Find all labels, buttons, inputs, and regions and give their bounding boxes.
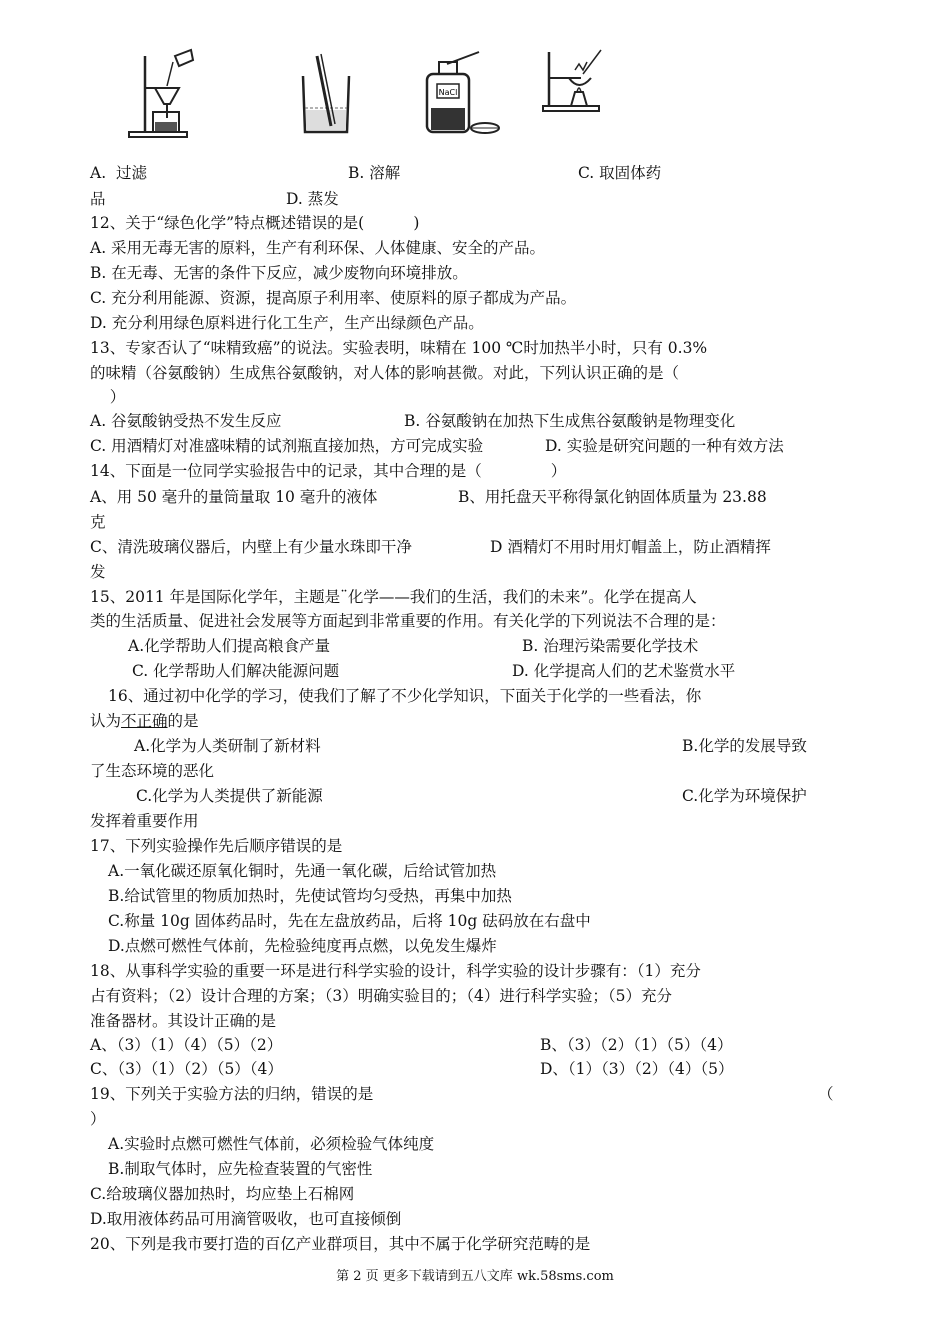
q13-stem-line2: 的味精（谷氨酸钠）生成焦谷氨酸钠，对人体的影响甚微。对此，下列认识正确的是（ bbox=[90, 364, 680, 382]
q16-stem-line2 bbox=[90, 710, 199, 732]
q16-stem-prefix: 认为 bbox=[90, 712, 122, 730]
q13-stem-line3: ） bbox=[90, 388, 126, 406]
solid-reagent-bottle-figure bbox=[417, 48, 507, 140]
q13-option-b: B. 谷氨酸钠在加热下生成焦谷氨酸钠是物理变化 bbox=[404, 412, 736, 430]
q14-option-d-continued: 发 bbox=[90, 563, 106, 581]
q12-option-a: A. 采用无毒无害的原料，生产有利环保、人体健康、安全的产品。 bbox=[90, 239, 546, 257]
q12-option-b: B. 在无毒、无害的条件下反应，减少废物向环境排放。 bbox=[90, 264, 468, 282]
q19-option-b: B.制取气体时，应先检查装置的气密性 bbox=[108, 1160, 373, 1178]
q19-paren-open: （ bbox=[818, 1085, 834, 1103]
reagent-label: NaCl bbox=[438, 88, 458, 97]
q18-option-d: D、（1）（3）（2）（4）（5） bbox=[540, 1060, 734, 1078]
q16-stem-underlined: 不正确 bbox=[121, 712, 168, 730]
q16-stem-line1: 16、通过初中化学的学习，使我们了解了不少化学知识，下面关于化学的一些看法，你 bbox=[108, 687, 702, 705]
q15-option-c: C. 化学帮助人们解决能源问题 bbox=[132, 662, 340, 680]
q18-option-c: C、（3）（1）（2）（5）（4） bbox=[90, 1060, 283, 1078]
q15-stem-line2: 类的生活质量、促进社会发展等方面起到非常重要的作用。有关化学的下列说法不合理的是： bbox=[90, 612, 726, 630]
q19-stem: 19、下列关于实验方法的归纳，错误的是 bbox=[90, 1085, 374, 1103]
q19-option-a: A.实验时点燃可燃性气体前，必须检验气体纯度 bbox=[108, 1135, 435, 1153]
q16-option-d-continued: 发挥着重要作用 bbox=[90, 812, 199, 830]
q14-stem: 14、下面是一位同学实验报告中的记录，其中合理的是（ ） bbox=[90, 462, 567, 480]
q14-option-d: D 酒精灯不用时用灯帽盖上，防止酒精挥 bbox=[490, 538, 771, 556]
q15-stem-line1: 15、2011 年是国际化学年，主题是¨化学——我们的生活，我们的未来”。化学在提高人 bbox=[90, 588, 697, 606]
q19-paren-close: ） bbox=[90, 1110, 106, 1128]
q11-option-d: D. 蒸发 bbox=[286, 190, 339, 208]
apparatus-figures bbox=[125, 48, 645, 144]
q17-option-b: B.给试管里的物质加热时，先使试管均匀受热，再集中加热 bbox=[108, 887, 512, 905]
q18-option-a: A、（3）（1）（4）（5）（2） bbox=[90, 1036, 283, 1054]
q16-stem-suffix: 的是 bbox=[167, 712, 199, 730]
q12-option-c: C. 充分利用能源、资源，提高原子利用率、使原料的原子都成为产品。 bbox=[90, 289, 577, 307]
q15-option-d: D. 化学提高人们的艺术鉴赏水平 bbox=[512, 662, 736, 680]
q16-option-d: C.化学为环境保护 bbox=[682, 787, 807, 805]
q13-option-c: C. 用酒精灯对准盛味精的试剂瓶直接加热，方可完成实验 bbox=[90, 437, 484, 455]
q15-option-b: B. 治理污染需要化学技术 bbox=[522, 637, 699, 655]
evaporation-apparatus-figure bbox=[535, 48, 615, 140]
q17-stem: 17、下列实验操作先后顺序错误的是 bbox=[90, 837, 343, 855]
q11-option-c: C. 取固体药 bbox=[578, 164, 662, 182]
q19-option-d: D.取用液体药品可用滴管吸收，也可直接倾倒 bbox=[90, 1210, 402, 1228]
page-footer: 第 2 页 更多下载请到五八文库 wk.58sms.com bbox=[336, 1269, 614, 1284]
q17-option-c: C.称量 10g 固体药品时，先在左盘放药品，后将 10g 砝码放在右盘中 bbox=[108, 912, 591, 930]
q14-option-c: C、清洗玻璃仪器后，内壁上有少量水珠即干净 bbox=[90, 538, 412, 556]
q16-option-c: C.化学为人类提供了新能源 bbox=[136, 787, 323, 805]
q16-option-a: A.化学为人类研制了新材料 bbox=[134, 737, 321, 755]
q19-option-c: C.给玻璃仪器加热时，均应垫上石棉网 bbox=[90, 1185, 355, 1203]
q11-option-b: B. 溶解 bbox=[348, 164, 401, 182]
q18-option-b: B、（3）（2）（1）（5）（4） bbox=[540, 1036, 733, 1054]
q18-stem-line1: 18、从事科学实验的重要一环是进行科学实验的设计，科学实验的设计步骤有：（1）充分 bbox=[90, 962, 701, 980]
filtration-apparatus-figure bbox=[125, 48, 197, 140]
q13-option-d: D. 实验是研究问题的一种有效方法 bbox=[545, 437, 784, 455]
q15-option-a: A.化学帮助人们提高粮食产量 bbox=[128, 637, 331, 655]
q14-option-b: B、用托盘天平称得氯化钠固体质量为 23.88 bbox=[458, 488, 767, 506]
q17-option-d: D.点燃可燃性气体前，先检验纯度再点燃，以免发生爆炸 bbox=[108, 937, 497, 955]
q11-option-a: A. 过滤 bbox=[90, 164, 147, 182]
q18-stem-line3: 准备器材。其设计正确的是 bbox=[90, 1012, 277, 1030]
q16-option-b: B.化学的发展导致 bbox=[682, 737, 807, 755]
q12-option-d: D. 充分利用绿色原料进行化工生产，生产出绿颜色产品。 bbox=[90, 314, 484, 332]
q14-option-b-continued: 克 bbox=[90, 513, 106, 531]
q20-stem: 20、下列是我市要打造的百亿产业群项目，其中不属于化学研究范畴的是 bbox=[90, 1235, 591, 1253]
q13-stem-line1: 13、专家否认了“味精致癌”的说法。实验表明，味精在 100 ℃时加热半小时，只有 0.3% bbox=[90, 339, 708, 357]
q11-option-c-continued: 品 bbox=[90, 190, 106, 208]
q16-option-b-continued: 了生态环境的恶化 bbox=[90, 762, 215, 780]
q12-stem: 12、关于“绿色化学”特点概述错误的是( ) bbox=[90, 214, 420, 232]
q13-option-a: A. 谷氨酸钠受热不发生反应 bbox=[90, 412, 282, 430]
q17-option-a: A.一氧化碳还原氧化铜时，先通一氧化碳，后给试管加热 bbox=[108, 862, 497, 880]
q18-stem-line2: 占有资料；（2）设计合理的方案；（3）明确实验目的；（4）进行科学实验；（5）充分 bbox=[90, 987, 672, 1005]
dissolving-beaker-figure bbox=[297, 48, 357, 140]
q14-option-a: A、用 50 毫升的量筒量取 10 毫升的液体 bbox=[90, 488, 378, 506]
